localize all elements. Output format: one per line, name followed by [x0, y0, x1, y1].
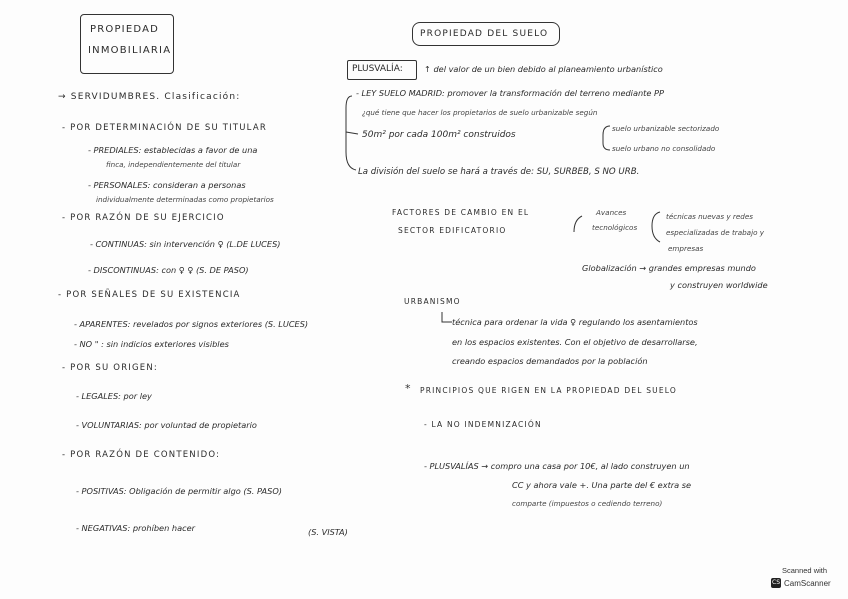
s4-heading: - POR SU ORIGEN: [62, 363, 158, 373]
globalizacion-line2: y construyen worldwide [670, 280, 768, 290]
tecnicas-line1: técnicas nuevas y redes [666, 212, 753, 221]
servidumbres-heading: → SERVIDUMBRES. Clasificación: [58, 92, 241, 102]
left-title-line1: PROPIEDAD [90, 24, 160, 35]
avances-line2: tecnológicos [592, 223, 638, 232]
badge-line2: CamScanner [784, 579, 831, 588]
s3-no-aparentes: - NO " : sin indicios exteriores visibles [74, 339, 229, 349]
ley-suelo-50m2: 50m² por cada 100m² construidos [362, 130, 516, 140]
factores-brace [574, 216, 582, 232]
s5-heading: - POR RAZÓN DE CONTENIDO: [62, 450, 221, 460]
principios-heading: PRINCIPIOS QUE RIGEN EN LA PROPIEDAD DEL SUELO [420, 386, 677, 395]
left-title-line2: INMOBILIARIA [88, 45, 172, 56]
principio-2-line3: comparte (impuestos o cediendo terreno) [512, 499, 663, 508]
urbanismo-line2: en los espacios existentes. Con el objetivo de desarrollarse, [452, 337, 698, 347]
s1-personales-2: individualmente determinadas como propietarios [96, 195, 274, 204]
tecnicas-line3: empresas [668, 244, 704, 253]
principios-star: * [405, 382, 411, 395]
urbanismo-heading: URBANISMO [404, 297, 461, 306]
right-title: PROPIEDAD DEL SUELO [420, 29, 549, 39]
ley-suelo-question: ¿qué tiene que hacer los propietarios de suelo urbanizable según [362, 108, 598, 117]
camscanner-logo-icon: CS [772, 579, 780, 586]
ley-suelo-line: - LEY SUELO MADRID: promover la transformación del terreno mediante PP [356, 88, 664, 98]
camscanner-badge [768, 566, 840, 594]
s1-personales-1: - PERSONALES: consideran a personas [88, 180, 246, 190]
plusvalia-word: PLUSVALÍA: [352, 64, 403, 74]
s1-prediales-1: - PREDIALES: establecidas a favor de una [88, 145, 258, 155]
s1-prediales-2: finca, independientemente del titular [106, 160, 241, 169]
ley-suelo-branch-1: suelo urbanizable sectorizado [612, 124, 720, 133]
s5-negativas: - NEGATIVAS: prohíben hacer [76, 523, 195, 533]
s3-aparentes: - APARENTES: revelados por signos exteriores (S. LUCES) [74, 319, 309, 329]
urbanismo-line3: creando espacios demandados por la población [452, 356, 648, 366]
principio-1: - LA NO INDEMNIZACIÓN [424, 420, 542, 429]
avances-brace [652, 212, 660, 242]
s2-continuas: - CONTINUAS: sin intervención ♀ (L.DE LUCES) [90, 239, 281, 249]
tecnicas-line2: especializadas de trabajo y [666, 228, 765, 237]
s3-heading: - POR SEÑALES DE SU EXISTENCIA [58, 290, 241, 300]
ley-brace [346, 96, 356, 170]
ley-suelo-branch-2: suelo urbano no consolidado [612, 144, 716, 153]
ley-arrow-1 [346, 132, 358, 134]
plusvalia-definition: ↑ del valor de un bien debido al planeamiento urbanístico [424, 64, 663, 74]
division-suelo-line: La división del suelo se hará a través de: SU, SURBEB, S NO URB. [358, 167, 640, 177]
s2-heading: - POR RAZÓN DE SU EJERCICIO [62, 213, 225, 223]
urbanismo-arrow [442, 312, 452, 322]
s5-positivas: - POSITIVAS: Obligación de permitir algo (S. PASO) [76, 486, 282, 496]
globalizacion-line1: Globalización → grandes empresas mundo [582, 263, 756, 273]
principio-2-line1: - PLUSVALÍAS → compro una casa por 10€, al lado construyen un [424, 461, 690, 471]
factores-line1: FACTORES DE CAMBIO EN EL [392, 208, 530, 217]
s4-legales: - LEGALES: por ley [76, 391, 152, 401]
urbanismo-line1: técnica para ordenar la vida ♀ regulando los asentamientos [452, 317, 698, 327]
s1-heading: - POR DETERMINACIÓN DE SU TITULAR [62, 123, 267, 133]
s2-discontinuas: - DISCONTINUAS: con ♀ ♀ (S. DE PASO) [88, 265, 249, 275]
s4-voluntarias: - VOLUNTARIAS: por voluntad de propietario [76, 420, 257, 430]
left-title-box [80, 14, 174, 74]
fifty-brace [603, 126, 610, 150]
s5-negativas-note: (S. VISTA) [308, 527, 348, 537]
avances-line1: Avances [596, 208, 627, 217]
principio-2-line2: CC y ahora vale +. Una parte del € extra se [512, 480, 692, 490]
factores-line2: SECTOR EDIFICATORIO [398, 226, 507, 235]
badge-line1: Scanned with [782, 566, 828, 575]
